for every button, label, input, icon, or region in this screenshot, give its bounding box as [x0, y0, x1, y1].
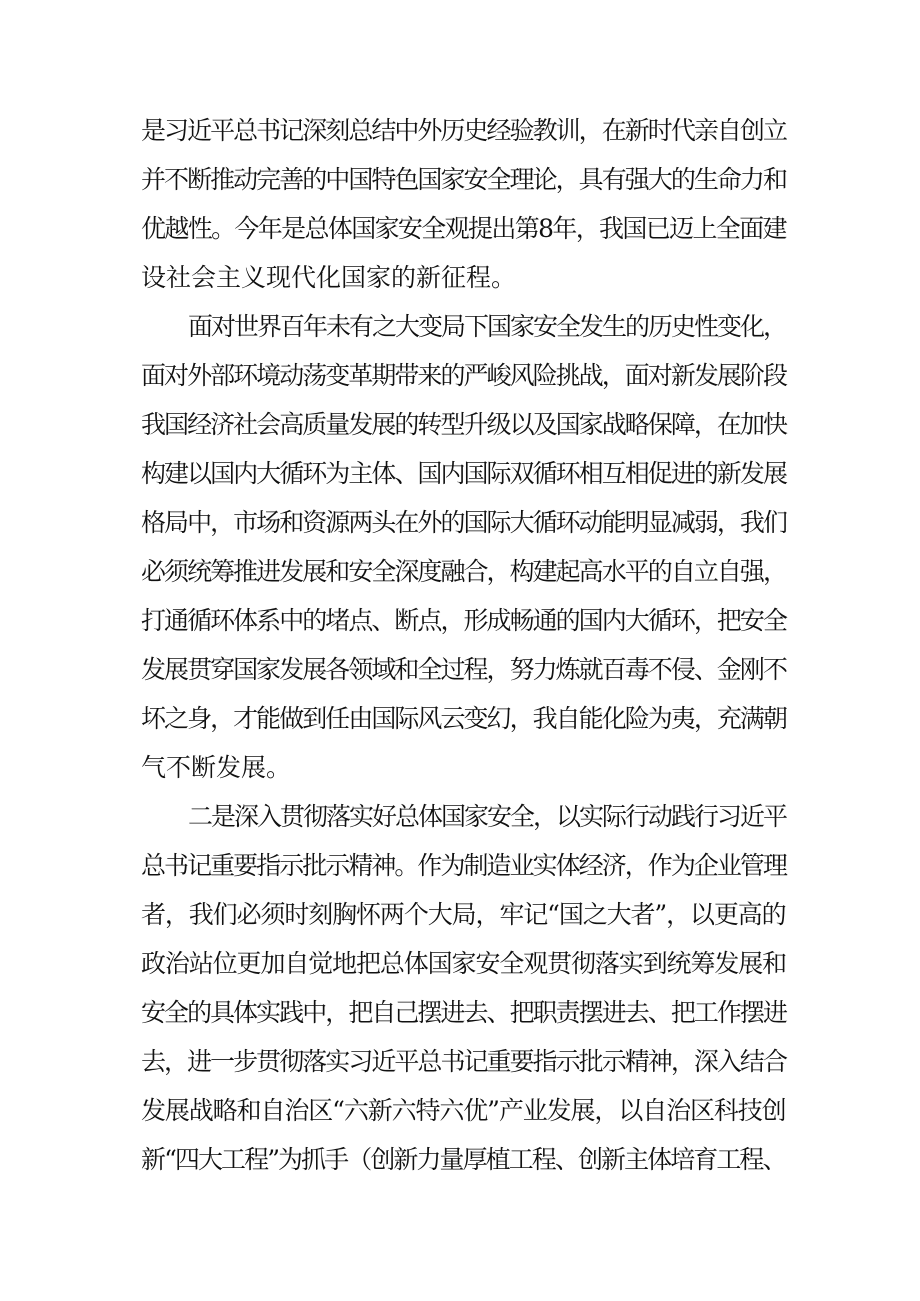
- text-line: 优越性。今年是总体国家安全观提出第8年，我国已迈上全面建: [141, 214, 786, 243]
- text-line: 面对世界百年未有之大变局下国家安全发生的历史性变化，: [188, 312, 787, 341]
- text-line: 是习近平总书记深刻总结中外历史经验教训，在新时代亲自创立: [141, 116, 787, 145]
- text-line: 发展战略和自治区“六新六特六优”产业发展，以自治区科技创: [141, 1096, 786, 1125]
- text-line: 构建以国内大循环为主体、国内国际双循环相互相促进的新发展: [141, 459, 787, 488]
- text-line: 面对外部环境动荡变革期带来的严峻风险挑战，面对新发展阶段: [141, 361, 787, 390]
- text-line: 安全的具体实践中，把自己摆进去、把职责摆进去、把工作摆进: [141, 998, 787, 1027]
- text-line: 新“四大工程”为抓手（创新力量厚植工程、创新主体培育工程、: [141, 1145, 786, 1174]
- text-line: 政治站位更加自觉地把总体国家安全观贯彻落实到统筹发展和: [141, 949, 787, 978]
- text-line: 打通循环体系中的堵点、断点，形成畅通的国内大循环，把安全: [141, 606, 787, 635]
- text-line: 发展贯穿国家发展各领域和全过程，努力炼就百毒不侵、金刚不: [141, 655, 787, 684]
- text-line: 设社会主义现代化国家的新征程。: [141, 263, 517, 292]
- text-line: 总书记重要指示批示精神。作为制造业实体经济，作为企业管理: [141, 851, 787, 880]
- text-line: 去，进一步贯彻落实习近平总书记重要指示批示精神，深入结合: [141, 1047, 787, 1076]
- text-line: 必须统筹推进发展和安全深度融合，构建起高水平的自立自强，: [141, 557, 787, 586]
- text-line: 二是深入贯彻落实好总体国家安全，以实际行动践行习近平: [188, 802, 787, 831]
- text-line: 坏之身，才能做到任由国际风云变幻，我自能化险为夷，充满朝: [141, 704, 787, 733]
- text-line: 者，我们必须时刻胸怀两个大局，牢记“国之大者”，以更高的: [141, 900, 786, 929]
- text-line: 并不断推动完善的中国特色国家安全理论，具有强大的生命力和: [141, 165, 787, 194]
- text-line: 格局中，市场和资源两头在外的国际大循环动能明显减弱，我们: [141, 508, 787, 537]
- text-line: 我国经济社会高质量发展的转型升级以及国家战略保障，在加快: [141, 410, 787, 439]
- text-line: 气不断发展。: [141, 753, 292, 782]
